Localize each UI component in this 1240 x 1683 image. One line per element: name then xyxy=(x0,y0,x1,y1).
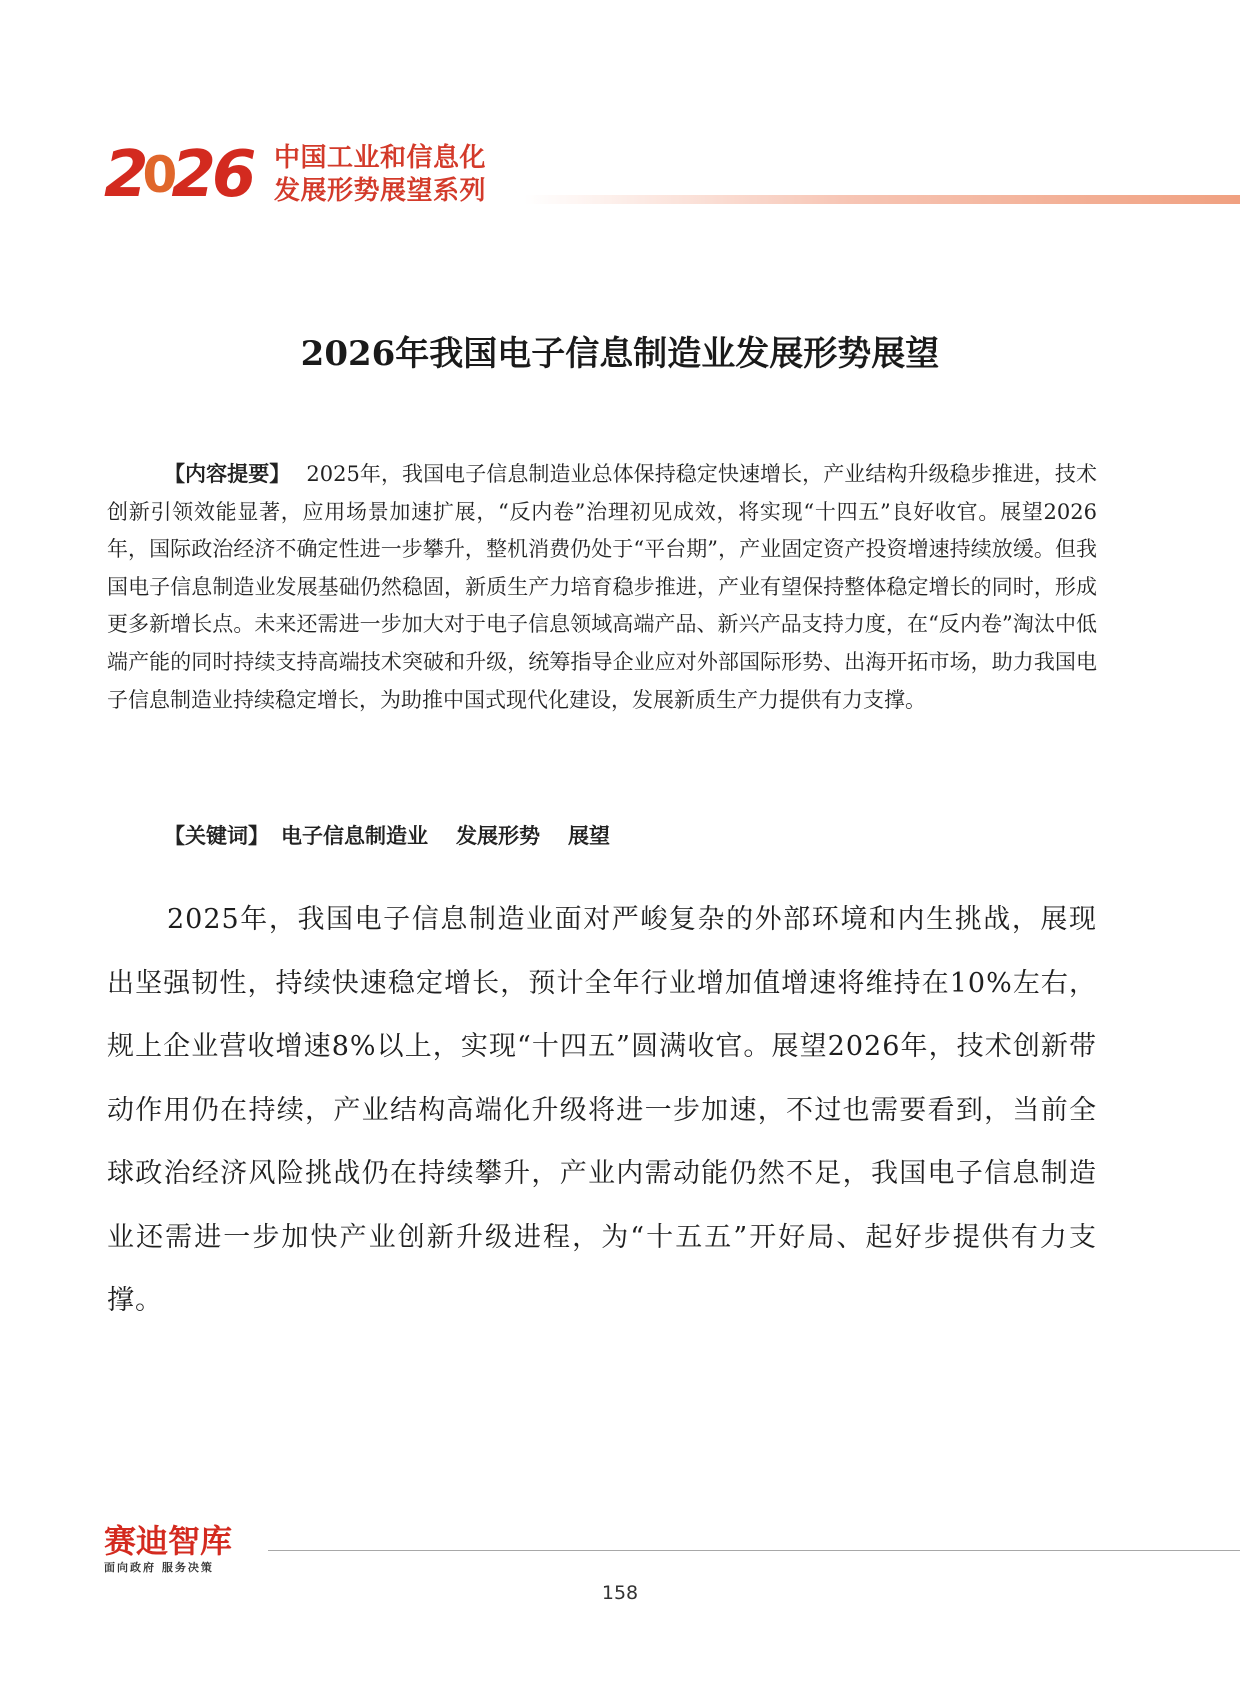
footer-divider xyxy=(268,1550,1240,1551)
body-paragraph: 2025年，我国电子信息制造业面对严峻复杂的外部环境和内生挑战，展现出坚强韧性，持续快速稳定增长，预计全年行业增加值增速将维持在10%左右，规上企业营收增速8%以上，实现“十四五”圆满收官。展望2026年，技术创新带动作用仍在持续，产业结构高端化升级将进一步加速，不过也需要看到，当前全球政治经济风险挑战仍在持续攀升，产业内需动能仍然不足，我国电子信息制造业还需进一步加快产业创新升级进程，为“十五五”开好局、起好步提供有力支撑。 xyxy=(107,904,1097,1316)
page-header xyxy=(104,138,1240,212)
abstract-paragraph xyxy=(107,456,1097,719)
abstract-text: 2025年，我国电子信息制造业总体保持稳定快速增长，产业结构升级稳步推进，技术创新引领效能显著，应用场景加速扩展，“反内卷”治理初见成效，将实现“十四五”良好收官。展望2026年，国际政治经济不确定性进一步攀升，整机消费仍处于“平台期”，产业固定资产投资增速持续放缓。但我国电子信息制造业发展基础仍然稳固，新质生产力培育稳步推进，产业有望保持整体稳定增长的同时，形成更多新增长点。未来还需进一步加大对于电子信息领域高端产品、新兴产品支持力度，在“反内卷”淘汰中低端产能的同时持续支持高端技术突破和升级，统筹指导企业应对外部国际形势、出海开拓市场，助力我国电子信息制造业持续稳定增长，为助推中国式现代化建设，发展新质生产力提供有力支撑。 xyxy=(107,462,1097,712)
footer-logo xyxy=(104,1522,264,1575)
document-title: 2026年我国电子信息制造业发展形势展望 xyxy=(300,334,940,374)
footer-brand-name: 赛迪智库 xyxy=(104,1522,233,1560)
series-title-line2: 发展形势展望系列 xyxy=(274,176,487,206)
series-title-line1: 中国工业和信息化 xyxy=(274,143,487,173)
series-title xyxy=(274,142,486,208)
header-gradient-bar xyxy=(524,195,1240,204)
logo-year-digit-2: 2 xyxy=(104,138,145,212)
keyword-item: 发展形势 xyxy=(456,824,540,848)
keywords-line xyxy=(164,818,610,854)
keyword-item: 展望 xyxy=(568,824,610,848)
page-number: 158 xyxy=(601,1582,639,1604)
footer-slogan: 面向政府 服务决策 xyxy=(104,1561,214,1574)
keywords-label: 【关键词】 xyxy=(164,824,269,848)
abstract-label: 【内容提要】 xyxy=(164,462,291,486)
series-year-logo xyxy=(104,138,264,212)
logo-year-digits-26: 26 xyxy=(171,138,253,212)
keyword-item: 电子信息制造业 xyxy=(281,824,428,848)
gear-zero-icon: 0 xyxy=(142,146,174,204)
